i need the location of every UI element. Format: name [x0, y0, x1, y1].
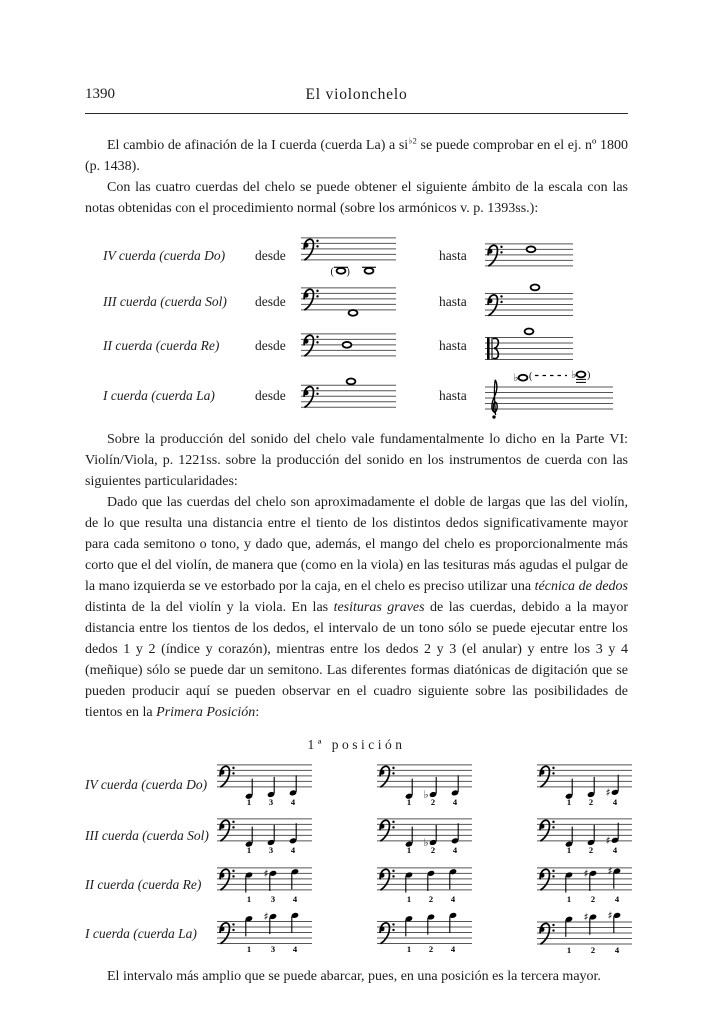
staff-grid-i-1 — [217, 909, 377, 959]
string-label: II cuerda (cuerda Re) — [103, 338, 220, 353]
svg-text:♯: ♯ — [605, 786, 611, 799]
string-label: II cuerda (cuerda Re) — [85, 876, 202, 892]
range-row-ii — [103, 324, 628, 368]
string-range-table — [103, 232, 628, 423]
svg-text:4: 4 — [450, 893, 456, 904]
svg-text:1: 1 — [566, 944, 572, 955]
staff-grid-iii-1 — [217, 813, 377, 859]
range-row-iv — [103, 232, 628, 280]
string-label: I cuerda (cuerda La) — [103, 387, 215, 403]
paragraph-intro-1: El cambio de afinación de la I cuerda (cuerda La) a $si^{♭2}$ se puede comprobar en el ej. nº 1800 (p. 1438). — [85, 135, 628, 174]
grid-row-iv — [85, 759, 628, 811]
svg-text:♯: ♯ — [263, 867, 269, 880]
svg-text:3: 3 — [270, 893, 276, 904]
svg-text:4: 4 — [614, 944, 620, 955]
svg-text:♯: ♯ — [263, 911, 269, 923]
staff-grid-ii-1 — [217, 862, 377, 908]
string-label: I cuerda (cuerda La) — [85, 926, 197, 941]
staff-grid-iii-3 — [537, 813, 697, 859]
staff-grid-iv-2 — [377, 759, 537, 811]
staff-iii-to — [485, 281, 573, 324]
staff-iv-from — [301, 232, 439, 280]
first-position-grid — [85, 759, 628, 959]
string-label: III cuerda (cuerda Sol) — [85, 827, 209, 843]
running-title: El violonchelo — [305, 86, 408, 103]
svg-text:2: 2 — [430, 796, 436, 807]
staff-grid-ii-3 — [537, 862, 697, 908]
staff-ii-from — [301, 328, 439, 364]
svg-text:2: 2 — [588, 796, 594, 807]
svg-text:1: 1 — [246, 893, 252, 904]
staff-iv-to — [485, 238, 573, 274]
paragraph-closing: El intervalo más amplio que se puede abarcar, pues, en una posición es la tercera mayor. — [107, 969, 601, 984]
staff-grid-iv-1 — [217, 759, 377, 811]
string-label: IV cuerda (cuerda Do) — [103, 248, 226, 263]
svg-text:2: 2 — [430, 844, 436, 855]
svg-text:(: ( — [529, 371, 533, 382]
staff-i-from — [301, 375, 439, 416]
svg-text:♭: ♭ — [571, 368, 577, 381]
svg-text:2: 2 — [428, 944, 434, 955]
svg-text:): ) — [346, 266, 350, 278]
svg-text:1: 1 — [246, 796, 252, 807]
svg-text:1: 1 — [566, 844, 572, 855]
svg-text:4: 4 — [292, 893, 298, 904]
svg-text:3: 3 — [268, 844, 274, 855]
svg-text:1: 1 — [566, 796, 572, 807]
paragraph-sound: Sobre la producción del sonido del chelo vale fundamentalmente lo dicho en la Parte VI: Violín/Viola, p. 1221ss. sobre la producción del sonido en los instrumentos de cuerda con las siguientes particularidades: — [85, 432, 628, 489]
hasta-label: hasta — [439, 338, 467, 353]
svg-text:4: 4 — [612, 844, 618, 855]
svg-text:♭: ♭ — [423, 836, 429, 849]
svg-text:1: 1 — [246, 844, 252, 855]
grid-row-ii — [85, 860, 628, 909]
range-row-i — [103, 368, 628, 423]
staff-grid-i-3 — [537, 909, 697, 959]
svg-text:1: 1 — [566, 893, 572, 904]
range-row-iii — [103, 280, 628, 324]
page-number: 1390 — [85, 86, 115, 102]
staff-i-to — [485, 368, 613, 423]
desde-label: desde — [255, 387, 286, 403]
svg-text:♯: ♯ — [583, 867, 589, 880]
staff-grid-iii-2 — [377, 813, 537, 859]
svg-text:1: 1 — [406, 893, 412, 904]
staff-grid-ii-2 — [377, 862, 537, 908]
hasta-label: hasta — [439, 248, 467, 263]
string-label: IV cuerda (cuerda Do) — [85, 777, 208, 792]
svg-text:♭: ♭ — [423, 789, 429, 802]
svg-text:4: 4 — [290, 796, 296, 807]
paragraph-fingering: Dado que las cuerdas del chelo son aproximadamente el doble de largas que las del violín, de lo que resulta una distancia entre el tiento de los distintos dedos significativamente mayor para cada semitono o tono, y dado que, además, el mango del chelo es proporcionalmente más corto que el del violín, de manera que (como en la viola) en las tesituras más agudas el pulgar de la mano izquierda se ve estorbado por la caja, en el chelo es preciso utilizar una técnica de dedos distinta de la del violín y la viola. En las tesituras graves de las cuerdas, debido a la mayor distancia entre los tientos de los dedos, el intervalo de un tono sólo se puede ejecutar entre los dedos 1 y 2 (índice y corazón), mientras entre los dedos 2 y 3 (el anular) y entre los 3 y 4 (meñique) sólo se puede dar un semitono. Las diferentes formas diatónicas de digitación que se pueden producir aquí se pueden observar en el cuadro siguiente sobre las posibilidades de tientos en la Primera Posición: — [85, 495, 629, 720]
staff-iii-from — [301, 282, 439, 322]
grid-row-iii — [85, 811, 628, 860]
desde-label: desde — [255, 248, 286, 263]
hasta-label: hasta — [439, 294, 467, 309]
svg-text:3: 3 — [268, 796, 274, 807]
svg-text:4: 4 — [452, 796, 458, 807]
staff-ii-to — [485, 325, 573, 368]
page-header — [85, 86, 628, 106]
svg-text:1: 1 — [406, 844, 412, 855]
svg-text:♭: ♭ — [513, 372, 519, 385]
svg-text:♯: ♯ — [583, 911, 589, 924]
header-rule — [85, 113, 628, 114]
position-heading: 1ª posición — [307, 737, 406, 752]
svg-text:1: 1 — [406, 796, 412, 807]
svg-text:4: 4 — [292, 944, 298, 955]
hasta-label: hasta — [439, 387, 467, 403]
svg-text:4: 4 — [452, 844, 458, 855]
svg-text:♯: ♯ — [607, 865, 613, 878]
svg-text:1: 1 — [246, 944, 252, 955]
desde-label: desde — [255, 338, 286, 353]
svg-text:(: ( — [330, 266, 334, 278]
svg-text:4: 4 — [612, 796, 618, 807]
paragraph-intro-2: Con las cuatro cuerdas del chelo se puede obtener el siguiente ámbito de la escala con las notas obtenidas con el procedimiento normal (sobre los armónicos v. p. 1393ss.): — [85, 180, 628, 216]
svg-text:♯: ♯ — [607, 909, 613, 922]
grid-row-i — [85, 909, 628, 959]
staff-grid-i-2 — [377, 909, 537, 959]
svg-text:3: 3 — [270, 944, 276, 955]
svg-text:4: 4 — [290, 844, 296, 855]
svg-text:2: 2 — [588, 844, 594, 855]
svg-text:4: 4 — [450, 944, 456, 955]
string-label: III cuerda (cuerda Sol) — [103, 294, 227, 309]
desde-label: desde — [255, 294, 286, 309]
svg-text:): ) — [587, 369, 591, 381]
svg-text:2: 2 — [428, 893, 434, 904]
svg-text:2: 2 — [590, 944, 596, 955]
staff-grid-iv-3 — [537, 759, 697, 811]
svg-text:1: 1 — [406, 944, 412, 955]
svg-text:♯: ♯ — [605, 834, 611, 847]
svg-text:4: 4 — [614, 893, 620, 904]
svg-text:2: 2 — [590, 893, 596, 904]
